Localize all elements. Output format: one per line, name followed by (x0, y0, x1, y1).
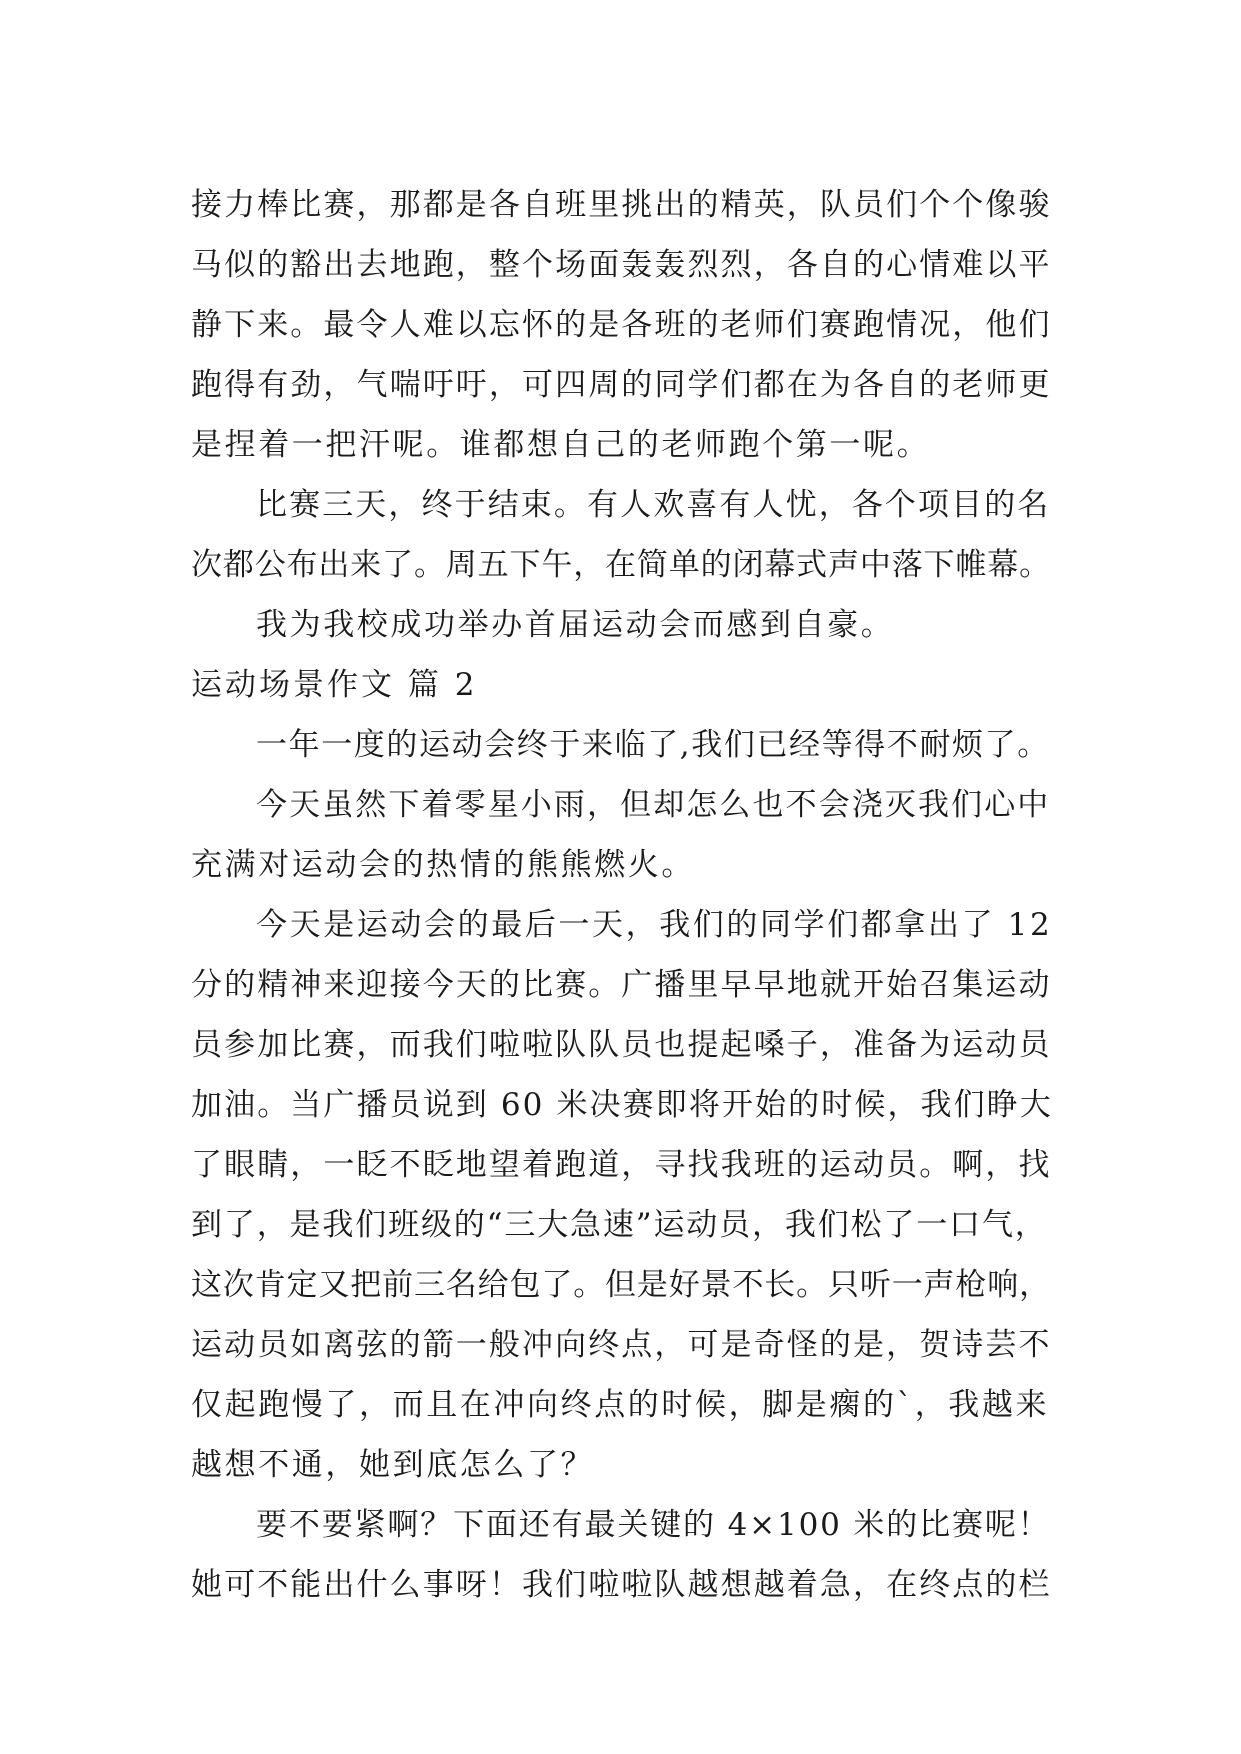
text-line: 比赛三天，终于结束。有人欢喜有人忧，各个项目的名 (256, 487, 1051, 523)
text-line: 今天虽然下着零星小雨，但却怎么也不会浇灭我们心中 (256, 787, 1051, 823)
text-line: 接力棒比赛，那都是各自班里挑出的精英，队员们个个像骏 (191, 187, 1052, 223)
text-line: 加油。当广播员说到 60 米决赛即将开始的时候，我们睁大 (191, 1087, 1053, 1123)
text-line: 员参加比赛，而我们啦啦队队员也提起嗓子，准备为运动员 (191, 1027, 1052, 1063)
text-line: 运动员如离弦的箭一般冲向终点，可是奇怪的是，贺诗芸不 (191, 1327, 1052, 1363)
text-line: 今天是运动会的最后一天，我们的同学们都拿出了 12 (256, 907, 1053, 943)
text-line: 她可不能出什么事呀！我们啦啦队越想越着急，在终点的栏 (191, 1567, 1052, 1603)
text-line: 到了，是我们班级的“三大急速”运动员，我们松了一口气， (191, 1207, 1048, 1243)
text-line: 充满对运动会的热情的熊熊燃火。 (191, 847, 695, 883)
text-line: 跑得有劲，气喘吁吁，可四周的同学们都在为各自的老师更 (191, 367, 1052, 403)
text-line: 要不要紧啊？下面还有最关键的 4×100 米的比赛呢！ (256, 1507, 1051, 1543)
text-line: 越想不通，她到底怎么了？ (191, 1447, 595, 1483)
text-line: 是捏着一把汗呢。谁都想自己的老师跑个第一呢。 (191, 427, 931, 463)
text-line: 分的精神来迎接今天的比赛。广播里早早地就开始召集运动 (191, 967, 1052, 1003)
section-heading: 运动场景作文 篇 2 (191, 667, 478, 703)
text-line: 一年一度的运动会终于来临了,我们已经等得不耐烦了。 (256, 727, 1050, 763)
text-line: 静下来。最令人难以忘怀的是各班的老师们赛跑情况，他们 (191, 307, 1052, 343)
text-line: 这次肯定又把前三名给包了。但是好景不长。只听一声枪响， (191, 1267, 1051, 1303)
text-line: 次都公布出来了。周五下午，在简单的闭幕式声中落下帷幕。 (191, 547, 1051, 583)
text-line: 了眼睛，一眨不眨地望着跑道，寻找我班的运动员。啊，找 (191, 1147, 1052, 1183)
text-line: 仅起跑慢了，而且在冲向终点的时候，脚是瘸的`，我越来 (191, 1387, 1050, 1423)
text-line: 马似的豁出去地跑，整个场面轰轰烈烈，各自的心情难以平 (191, 247, 1052, 283)
document-body (191, 175, 1053, 1615)
text-line: 我为我校成功举办首届运动会而感到自豪。 (256, 607, 895, 643)
